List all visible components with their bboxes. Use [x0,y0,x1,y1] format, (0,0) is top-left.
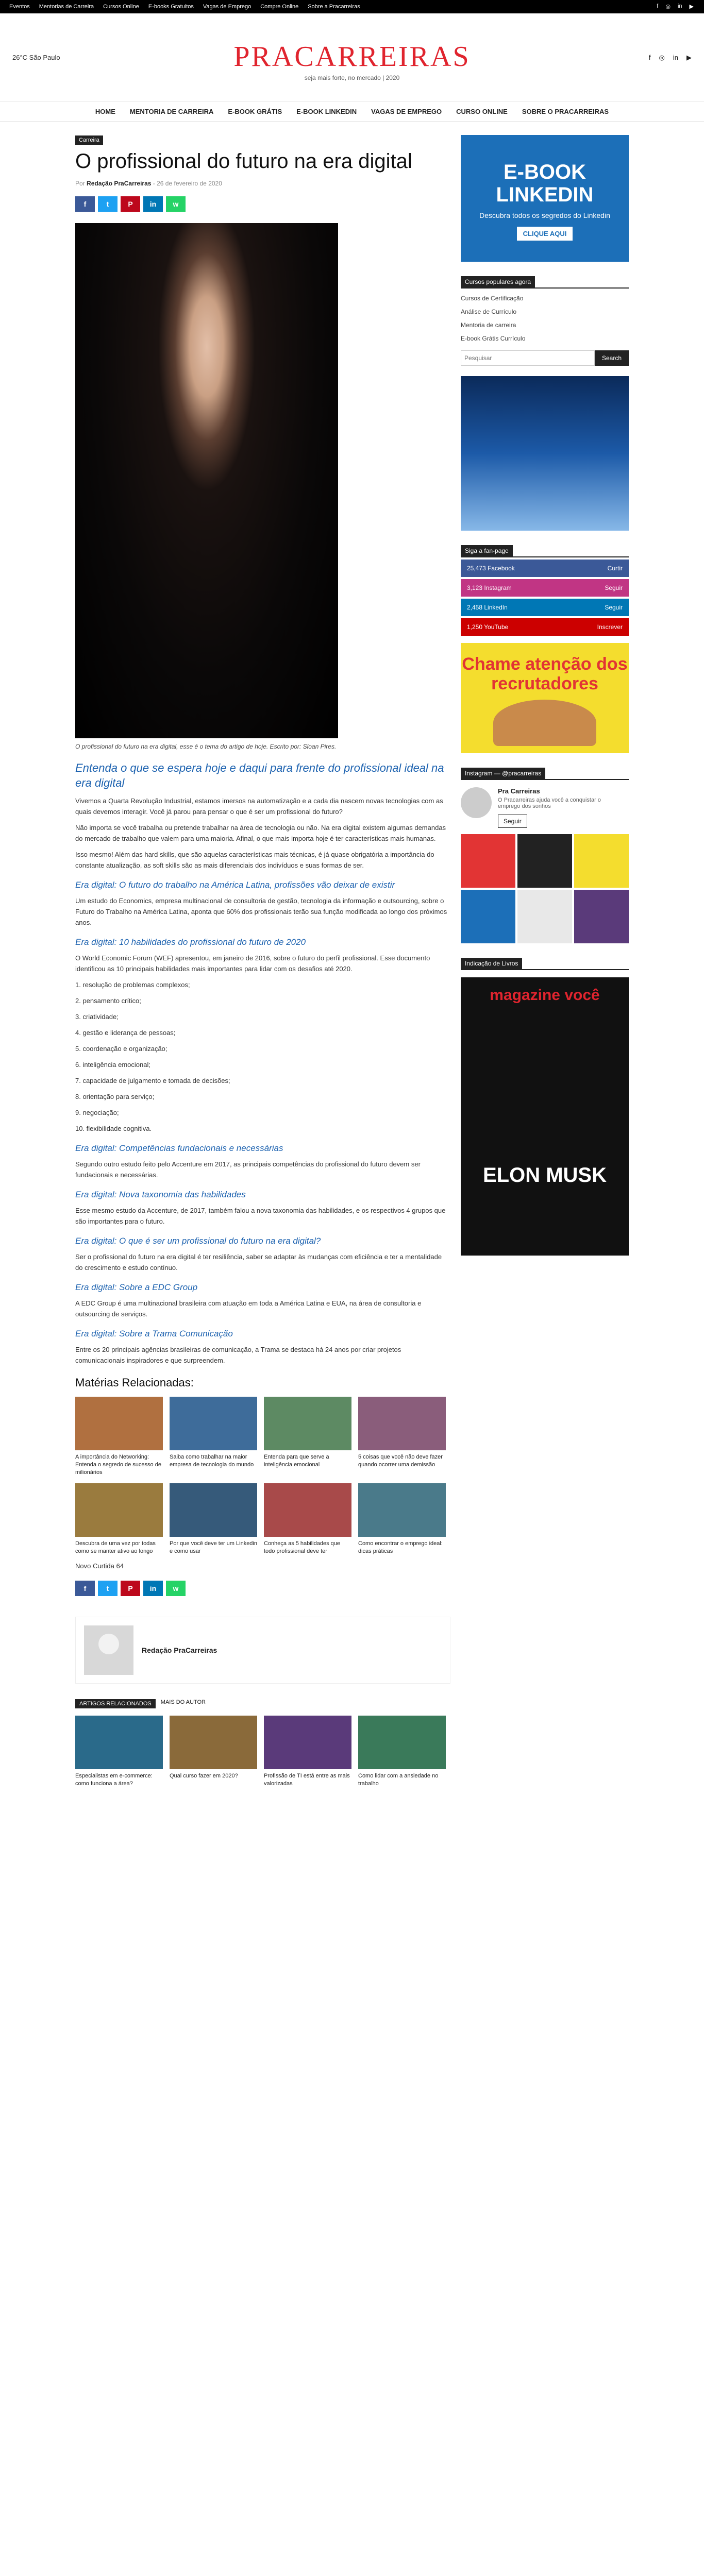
skill-item: 1. resolução de problemas complexos; [75,981,190,989]
author-avatar [84,1625,133,1675]
top-bar-links [9,4,360,10]
linkedin-icon[interactable]: in [673,54,678,61]
top-bar-link[interactable]: Sobre a Pracarreiras [308,4,360,10]
related-thumb[interactable] [264,1483,351,1537]
skill-item: 2. pensamento crítico; [75,997,141,1005]
social-action[interactable]: Curtir [607,565,623,572]
skill-item: 7. capacidade de julgamento e tomada de decisões; [75,1077,230,1084]
skill-item: 8. orientação para serviço; [75,1093,155,1100]
related-title[interactable]: Como encontrar o emprego ideal: dicas práticas [358,1540,443,1554]
main-nav-list [0,108,704,115]
section-paragraph: Entre os 20 principais agências brasileiras de comunicação, a Trama se destaca há 24 anos por criar projetos comunicacionais inspiradores e que surpreendem. [75,1346,401,1364]
social-count: 3,123 Instagram [467,584,512,591]
social-counter-row[interactable] [461,560,629,577]
related-thumb[interactable] [358,1483,446,1537]
recruiter-ad-title: Chame atenção dos recrutadores [462,654,628,693]
social-name: Instagram [484,584,512,591]
image-caption: O profissional do futuro na era digital, esse é o tema do artigo de hoje. Escrito por: Sloan Pires. [75,743,337,750]
popular-item[interactable]: E-book Grátis Currículo [461,335,526,342]
related-title[interactable]: Descubra de uma vez por todas como se manter ativo ao longo [75,1540,156,1554]
books-widget-title: Indicação de Livros [461,958,522,969]
more-articles-grid [75,1716,450,1788]
article-hero-image [75,223,338,738]
related-card[interactable] [358,1397,446,1477]
skill-item: 9. negociação; [75,1109,119,1116]
social-count: 1,250 YouTube [467,623,509,631]
related-grid [75,1397,450,1555]
site-logo[interactable]: PRACARREIRAS [233,41,471,73]
ad-cta-button[interactable]: CLIQUE AQUI [517,227,573,241]
related-thumb[interactable] [170,1483,257,1537]
author-prefix: Por [75,180,85,187]
nav-item[interactable]: SOBRE O PRACARREIRAS [522,108,609,115]
share-buttons [75,196,450,212]
section-paragraph: Um estudo do Economics, empresa multinacional de consultoria de gestão, tecnologia da informação e outsourcing, sobre o Futuro do Trabalho na América Latina, aponta que 60% dos profissionais terão sua função modificada ao longo dos próximos anos. [75,897,447,926]
instagram-profile [461,787,629,828]
share-button[interactable]: t [98,196,118,212]
ad-title: E-BOOK LINKEDIN [496,161,594,206]
share-button[interactable]: in [143,196,163,212]
share-button[interactable]: P [121,196,140,212]
instagram-icon[interactable]: ◎ [665,4,671,10]
social-counter-row[interactable] [461,599,629,616]
section-heading: Era digital: 10 habilidades do profissional do futuro de 2020 [75,937,306,947]
article-paragraph: Isso mesmo! Além das hard skills, que são aquelas características mais técnicas, é já quase obrigatória a importância do constante atualização, as soft skills são as mais diferenciais dos indivíduos e suas formas de ser. [75,851,434,869]
related-title[interactable]: Conheça as 5 habilidades que todo profissional deve ter [264,1540,341,1554]
social-name: LinkedIn [484,604,508,611]
category-tag[interactable]: Carreira [75,135,103,145]
sidebar [461,135,629,2576]
section-heading: Era digital: Competências fundacionais e necessárias [75,1143,283,1153]
ad-subtitle: Descubra todos os segredos do Linkedin [479,211,610,219]
section-paragraph: A EDC Group é uma multinacional brasileira com atuação em toda a América Latina e EUA, na área de consultoria e outsourcing de serviços. [75,1299,422,1318]
related-title[interactable]: A importância do Networking: Entenda o segredo de sucesso de milionários [75,1454,161,1476]
youtube-icon[interactable]: ▶ [686,54,692,61]
section-heading: Era digital: Sobre a EDC Group [75,1282,198,1292]
related-thumb[interactable] [358,1716,446,1769]
facebook-icon[interactable]: f [648,54,651,61]
popular-widget-title: Cursos populares agora [461,276,535,287]
article-main [75,135,450,2576]
search-form [461,350,629,366]
related-card[interactable] [75,1397,163,1477]
share-button[interactable]: w [166,1581,186,1596]
section-paragraph: Ser o profissional do futuro na era digital é ter resiliência, saber se adaptar às mudanças com eficiência e ter a mentalidade do crescimento e estudo contínuo. [75,1253,442,1272]
related-title[interactable]: Qual curso fazer em 2020? [170,1773,238,1779]
top-bar-link[interactable]: Mentorias de Carreira [39,4,94,10]
main-nav [0,101,704,122]
instagram-widget-title: Instagram — @pracarreiras [461,768,545,779]
social-count: 2,458 LinkedIn [467,604,508,611]
social-action[interactable]: Inscrever [597,623,623,631]
nav-item[interactable]: MENTORIA DE CARREIRA [129,108,214,115]
top-bar-link[interactable]: Compre Online [260,4,299,10]
related-card[interactable] [75,1483,163,1555]
article-lead: Entenda o que se espera hoje e daqui para frente do profissional ideal na era digital [75,761,444,789]
weather-widget: 26°C São Paulo [12,54,60,61]
related-heading: Matérias Relacionadas: [75,1376,194,1389]
top-bar-link[interactable]: Eventos [9,4,30,10]
nav-item[interactable]: E-BOOK GRÁTIS [228,108,282,115]
instagram-follow-button[interactable]: Seguir [498,815,527,828]
related-title[interactable]: Entenda para que serve a inteligência emocional [264,1454,329,1468]
related-card[interactable] [170,1397,257,1477]
more-tab[interactable]: MAIS DO AUTOR [160,1699,206,1705]
section-heading: Era digital: Nova taxonomia das habilidades [75,1190,246,1199]
related-card[interactable] [264,1397,351,1477]
skill-item: 4. gestão e liderança de pessoas; [75,1029,176,1037]
article-title: O profissional do futuro na era digital [75,150,412,173]
article-date: - 26 de fevereiro de 2020 [153,180,222,187]
section-paragraph: O World Economic Forum (WEF) apresentou, em janeiro de 2016, sobre o futuro do perfil profissional. Esse documento identificou as 10 principais habilidades mais importantes para lidar com os desafios até 2020. [75,954,430,973]
related-thumb[interactable] [75,1716,163,1769]
header-social [649,54,692,62]
related-title[interactable]: Como lidar com a ansiedade no trabalho [358,1773,439,1787]
site-header [0,13,704,101]
related-card[interactable] [358,1483,446,1555]
section-heading: Era digital: O que é ser um profissional do futuro na era digital? [75,1236,321,1246]
skills-list [75,979,450,1134]
instagram-avatar [461,787,492,818]
top-bar-link[interactable]: E-books Gratuitos [148,4,194,10]
related-title[interactable]: Por que você deve ter um Linkedin e como usar [170,1540,257,1554]
related-thumb[interactable] [170,1716,257,1769]
magazine-headline: ELON MUSK [483,1164,607,1187]
share-button[interactable]: t [98,1581,118,1596]
related-thumb[interactable] [358,1397,446,1450]
search-input[interactable] [461,350,595,366]
share-button[interactable]: f [75,196,95,212]
social-action[interactable]: Seguir [605,604,623,611]
share-buttons-bottom [75,1581,450,1596]
section-paragraph: Segundo outro estudo feito pelo Accenture em 2017, as principais competências do profissional do futuro devem ser fundacionais e necessárias. [75,1160,421,1179]
article-paragraph: Não importa se você trabalha ou pretende trabalhar na área de tecnologia ou não. Na era digital existem algumas demandas do mercado de trabalho que valem para uma maioria. Afinal, o que mais importa hoje é ter características mais humanas. [75,824,446,842]
social-action[interactable]: Seguir [605,584,623,591]
share-button[interactable]: w [166,196,186,212]
related-card[interactable] [264,1716,351,1788]
search-button[interactable]: Search [595,350,629,366]
social-counters [461,560,629,636]
instagram-name[interactable]: Pra Carreiras [498,787,540,795]
site-tagline: seja mais forte, no mercado | 2020 [304,74,400,81]
popular-item[interactable]: Cursos de Certificação [461,295,524,302]
related-card[interactable] [170,1483,257,1555]
related-thumb[interactable] [264,1397,351,1450]
article-paragraph: Vivemos a Quarta Revolução Industrial, estamos imersos na automatização e a cada dia nascem novas tecnologias com as quais devemos interagir. Você já parou para pensar o que é ser um profissional do futuro? [75,797,443,816]
nav-item[interactable]: E-BOOK LINKEDIN [296,108,357,115]
section-heading: Era digital: Sobre a Trama Comunicação [75,1329,233,1338]
popular-item[interactable]: Análise de Currículo [461,308,517,315]
top-bar [0,0,704,13]
instagram-grid [461,834,629,943]
skill-item: 3. criatividade; [75,1013,119,1021]
nav-item[interactable]: CURSO ONLINE [456,108,508,115]
social-name: YouTube [484,623,509,631]
share-button[interactable]: in [143,1581,163,1596]
popular-list [461,292,629,345]
related-title[interactable]: Especialistas em e-commerce: como funciona a área? [75,1773,153,1787]
sidebar-promo-image[interactable] [461,376,629,531]
related-pager[interactable]: Novo Curtida 64 [75,1562,124,1570]
related-thumb[interactable] [75,1483,163,1537]
section-paragraph: Esse mesmo estudo da Accenture, de 2017, também falou a nova taxonomia das habilidades, e os respectivos 4 grupos que são importantes para o futuro. [75,1207,446,1225]
related-title[interactable]: Saiba como trabalhar na maior empresa de tecnologia do mundo [170,1454,254,1468]
share-button[interactable]: P [121,1581,140,1596]
social-name: Facebook [488,565,515,572]
top-bar-link[interactable]: Cursos Online [103,4,139,10]
top-bar-social [657,3,694,10]
social-count: 25,473 Facebook [467,565,515,572]
article-meta [75,180,450,187]
related-card[interactable] [75,1716,163,1788]
related-thumb[interactable] [170,1397,257,1450]
author-box [75,1617,450,1684]
article-author[interactable]: Redação PraCarreiras [87,180,152,187]
author-box-name[interactable]: Redação PraCarreiras [142,1646,217,1654]
skill-item: 6. inteligência emocional; [75,1061,150,1069]
instagram-icon[interactable]: ◎ [659,54,665,61]
nav-item[interactable]: VAGAS DE EMPREGO [371,108,442,115]
instagram-bio: O Pracarreiras ajuda você a conquistar o emprego dos sonhos [498,797,601,809]
related-card[interactable] [264,1483,351,1555]
magazine-brand: magazine você [490,987,600,1004]
related-title[interactable]: Profissão de TI está entre as mais valorizadas [264,1773,350,1787]
more-articles-tabs [75,1699,450,1708]
social-counter-row[interactable] [461,618,629,636]
article-sections [75,880,450,1366]
sidebar-ebook-ad[interactable] [461,135,629,262]
skill-item: 5. coordenação e organização; [75,1045,167,1053]
magazine-cover[interactable] [461,977,629,1256]
skill-item: 10. flexibilidade cognitiva. [75,1125,152,1132]
sidebar-recruiter-ad[interactable] [461,643,629,753]
social-counter-row[interactable] [461,579,629,597]
top-bar-link[interactable]: Vagas de Emprego [203,4,252,10]
article-intro [75,795,450,871]
nav-item[interactable]: HOME [95,108,115,115]
related-card[interactable] [358,1716,446,1788]
facebook-icon[interactable]: f [657,3,659,9]
follow-widget-title: Siga a fan-page [461,545,513,556]
related-thumb[interactable] [264,1716,351,1769]
related-title[interactable]: 5 coisas que você não deve fazer quando ocorrer uma demissão [358,1454,443,1468]
linkedin-icon[interactable]: in [677,3,682,9]
share-button[interactable]: f [75,1581,95,1596]
more-tab[interactable]: ARTIGOS RELACIONADOS [75,1699,156,1708]
related-card[interactable] [170,1716,257,1788]
popular-item[interactable]: Mentoria de carreira [461,321,516,329]
dog-illustration [493,700,596,746]
related-thumb[interactable] [75,1397,163,1450]
section-heading: Era digital: O futuro do trabalho na América Latina, profissões vão deixar de existir [75,880,395,890]
youtube-icon[interactable]: ▶ [689,4,694,10]
